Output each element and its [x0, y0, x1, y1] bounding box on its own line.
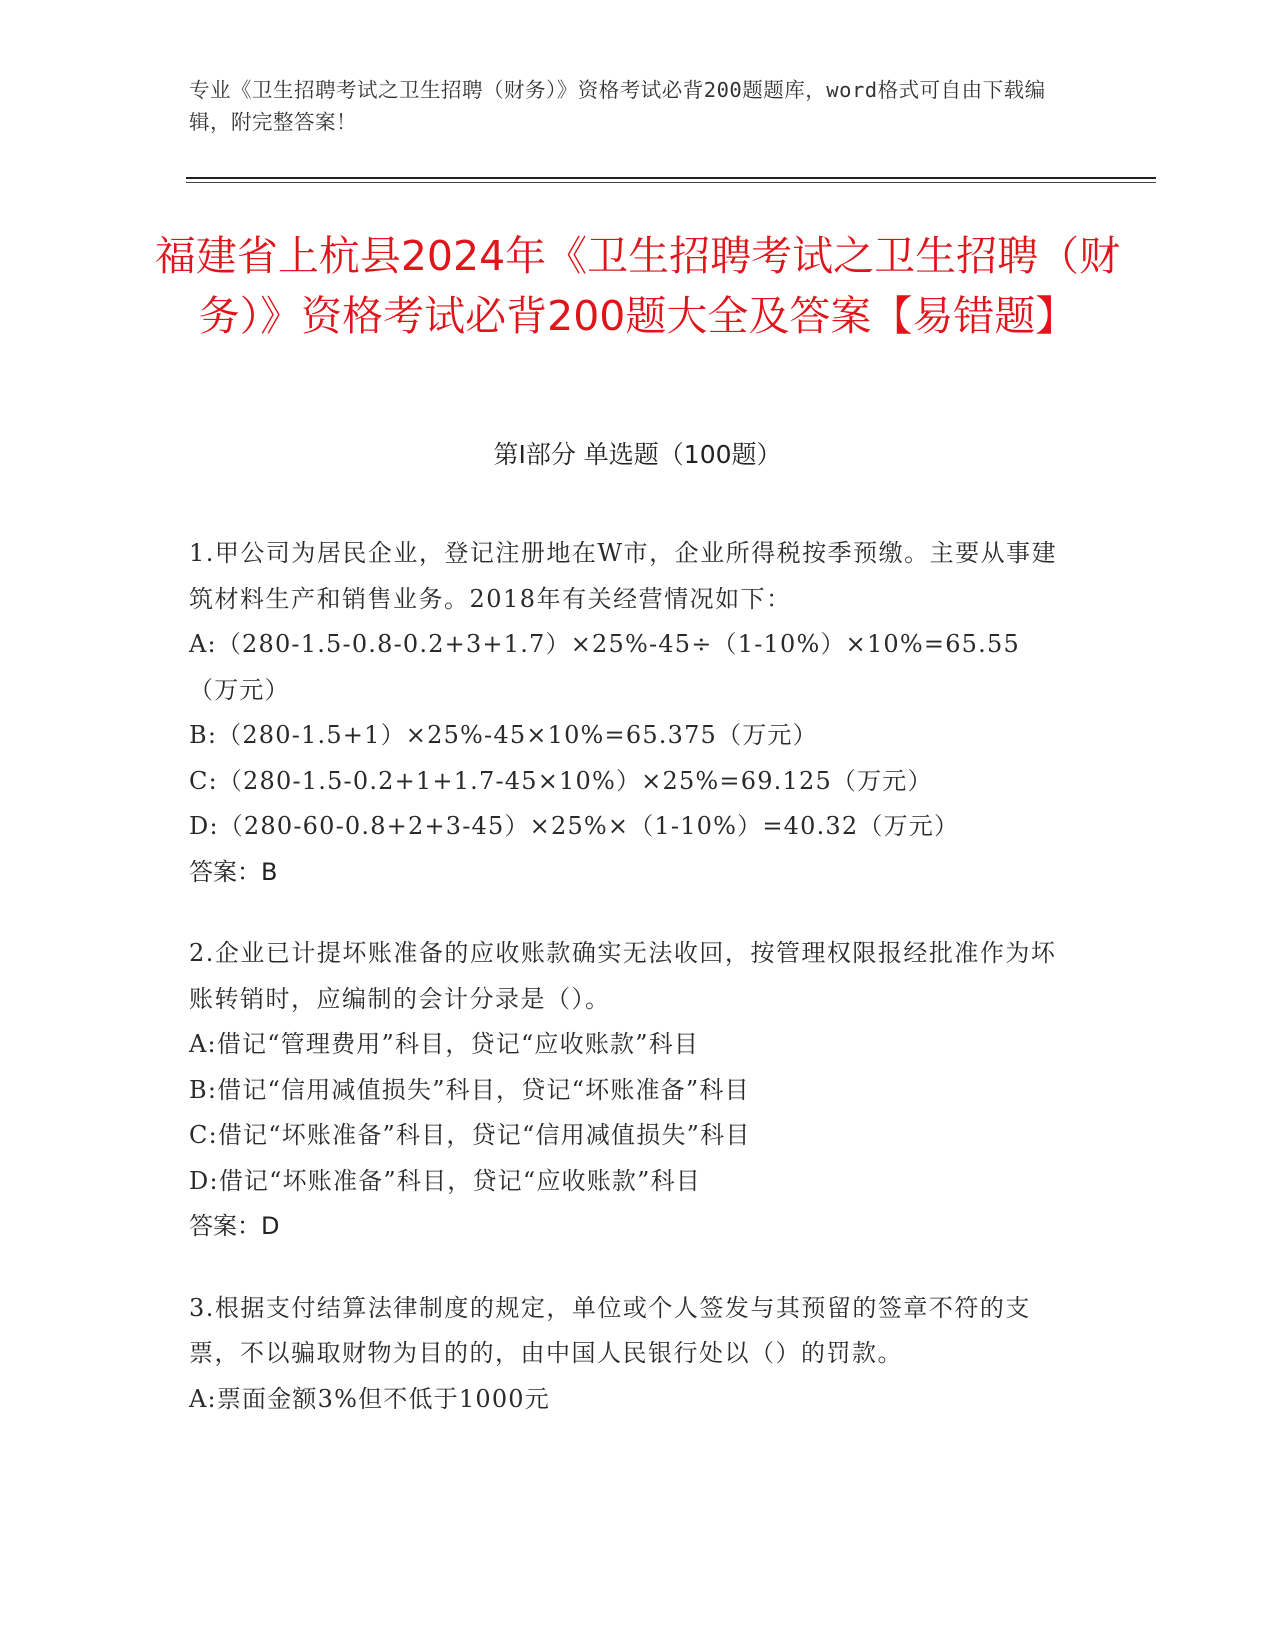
- option-b: B:（280-1.5+1）×25%-45×10%=65.375（万元）: [189, 721, 818, 749]
- option-b: B:借记“信用减值损失”科目，贷记“坏账准备”科目: [189, 1075, 750, 1104]
- answer-line: 答案：D: [189, 1212, 280, 1240]
- header-divider-thin: [186, 182, 1156, 183]
- answer-line: 答案：B: [189, 857, 278, 886]
- option-a: A:票面金额3%但不低于1000元: [189, 1384, 550, 1413]
- question-1: [189, 531, 1069, 895]
- option-c: C:借记“坏账准备”科目，贷记“信用减值损失”科目: [189, 1121, 751, 1149]
- option-d: D:（280-60-0.8+2+3-45）×25%×（1-10%）=40.32（万元）: [189, 812, 960, 840]
- question-3: [189, 1286, 1069, 1423]
- question-stem: 1.甲公司为居民企业，登记注册地在W市，企业所得税按季预缴。主要从事建筑材料生产和销售业务。2018年有关经营情况如下：: [189, 539, 1058, 613]
- question-list: [189, 531, 1069, 1458]
- document-title: 福建省上杭县2024年《卫生招聘考试之卫生招聘（财务）》资格考试必背200题大全及答案【易错题】: [154, 232, 1121, 340]
- option-d: D:借记“坏账准备”科目，贷记“应收账款”科目: [189, 1166, 702, 1195]
- header-note: 专业《卫生招聘考试之卫生招聘（财务）》资格考试必背200题题库，word格式可自由下载编辑，附完整答案！: [189, 78, 1046, 134]
- section-heading: 第I部分 单选题（100题）: [493, 440, 782, 469]
- question-stem: 2.企业已计提坏账准备的应收账款确实无法收回，按管理权限报经批准作为坏账转销时，应编制的会计分录是（）。: [189, 939, 1057, 1013]
- option-a: A:借记“管理费用”科目，贷记“应收账款”科目: [189, 1030, 700, 1058]
- question-2: [189, 931, 1069, 1250]
- option-c: C:（280-1.5-0.2+1+1.7-45×10%）×25%=69.125（万元）: [189, 766, 933, 795]
- option-a: A:（280-1.5-0.8-0.2+3+1.7）×25%-45÷（1-10%）×10%=65.55（万元）: [189, 630, 1020, 704]
- question-stem: 3.根据支付结算法律制度的规定，单位或个人签发与其预留的签章不符的支票，不以骗取财物为目的的，由中国人民银行处以（）的罚款。: [189, 1293, 1031, 1367]
- header-divider-thick: [186, 177, 1156, 179]
